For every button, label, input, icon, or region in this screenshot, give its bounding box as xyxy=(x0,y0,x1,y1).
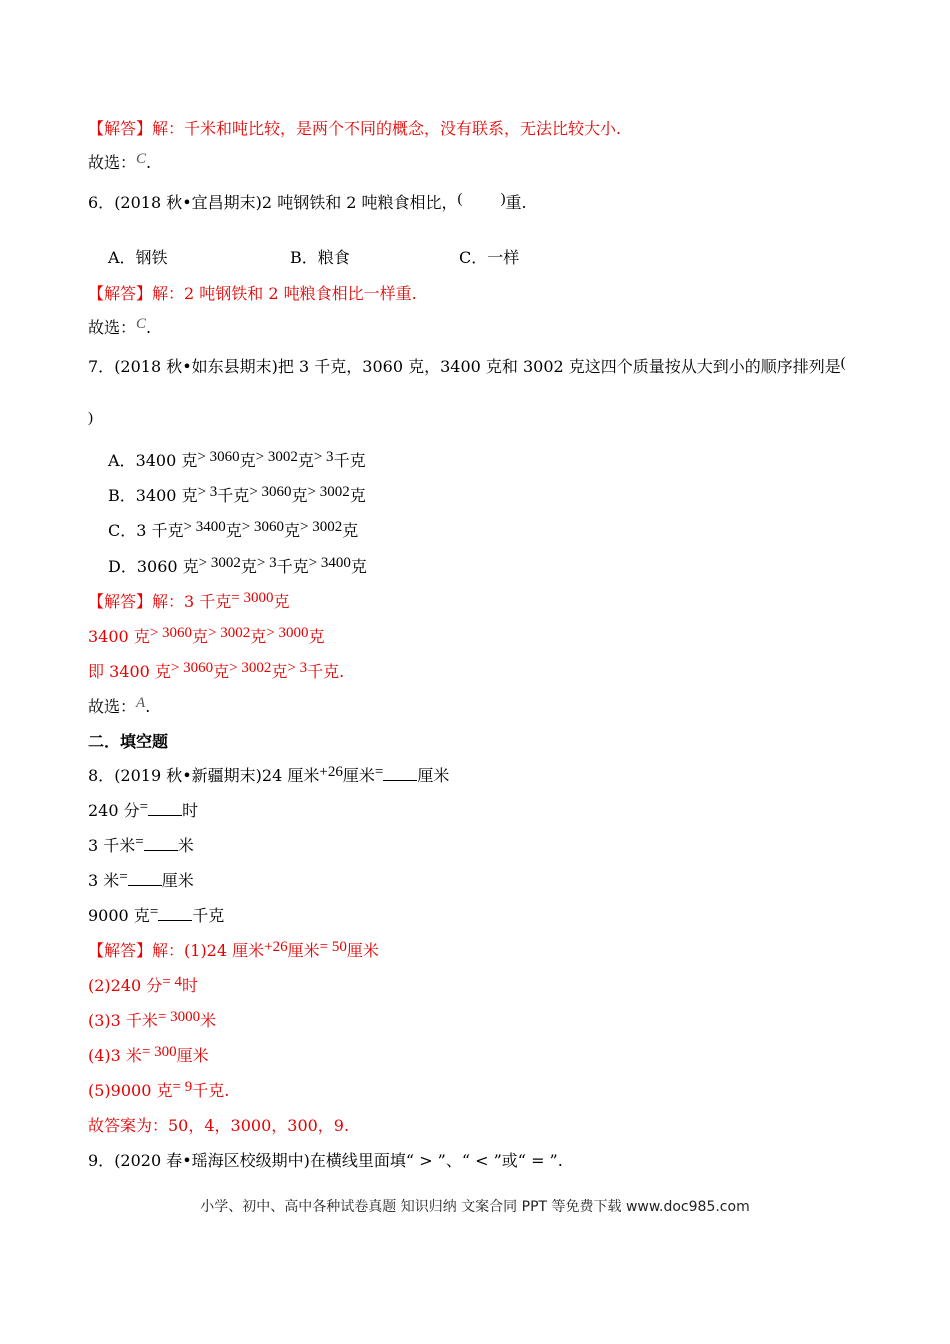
q8-answer-2 xyxy=(88,975,198,998)
choose-suffix: . xyxy=(145,697,151,716)
q8-answer-4 xyxy=(88,1045,209,1068)
question-source: (2018 秋•宜昌期末) xyxy=(114,193,262,212)
option-math: > 3 xyxy=(313,449,334,465)
answer-text: 解：2 吨钢铁和 2 吨粮食相比一样重. xyxy=(152,284,417,303)
question-number: 8． xyxy=(88,766,115,785)
q7-answer-line1 xyxy=(88,591,290,614)
section-title: 二．填空题 xyxy=(88,732,169,751)
option-math: > 3400 xyxy=(183,519,226,535)
q5-answer xyxy=(88,118,621,140)
answer-text: 解：3 千克 xyxy=(152,592,232,611)
q7-option-c xyxy=(108,520,358,543)
equals-sign: = xyxy=(374,764,384,780)
question-number: 6． xyxy=(88,193,115,212)
equals-sign: = xyxy=(149,904,159,920)
q7-stem xyxy=(88,356,846,379)
answer-math: > 3060 xyxy=(149,625,193,641)
q7-stem-end xyxy=(88,411,93,434)
option-part: 3060 克 xyxy=(136,557,199,576)
answer-blank[interactable] xyxy=(148,800,182,816)
row-unit: 千克 xyxy=(192,906,225,925)
choose-prefix: 故选： xyxy=(88,697,137,716)
option-math: > 3400 xyxy=(308,555,351,571)
q8-row-3 xyxy=(88,835,194,858)
row-unit: 时 xyxy=(182,801,199,820)
choose-value: A xyxy=(136,695,146,711)
q9-stem xyxy=(88,1150,563,1172)
answer-blank[interactable] xyxy=(383,765,417,781)
question-text: 2 吨钢铁和 2 吨粮食相比， xyxy=(261,193,458,212)
answer-math: +26 xyxy=(264,939,288,955)
question-number: 7． xyxy=(88,357,115,376)
option-math: > 3002 xyxy=(255,449,298,465)
option-part: 克 xyxy=(350,557,367,576)
q8-row-1 xyxy=(88,765,449,788)
answer-text: 克 xyxy=(273,592,290,611)
q7-choose xyxy=(88,696,150,719)
answer-text: (4)3 米 xyxy=(88,1046,142,1065)
answer-text: 解：千米和吨比较，是两个不同的概念，没有联系，无法比较大小. xyxy=(152,119,622,138)
option-math: > 3060 xyxy=(249,484,292,500)
option-letter: A． xyxy=(108,451,136,470)
answer-text: 克 xyxy=(213,662,230,681)
row-text: 3 米 xyxy=(88,871,120,890)
row-unit: 厘米 xyxy=(417,766,450,785)
q6-option-c: C．一样 xyxy=(459,248,520,267)
answer-text: 时 xyxy=(182,976,199,995)
option-letter: B． xyxy=(108,486,136,505)
paren-close: ) xyxy=(88,410,93,426)
q8-final-answer: 故答案为：50，4，3000，300，9. xyxy=(88,1116,350,1135)
answer-math: > 3002 xyxy=(208,625,251,641)
q7-option-b xyxy=(108,485,366,508)
question-number: 9． xyxy=(88,1151,115,1170)
equals-sign: = xyxy=(135,834,144,850)
footer-text: 小学、初中、高中各种试卷真题 知识归纳 文案合同 PPT 等免费下载 www.doc985.com xyxy=(200,1199,750,1215)
option-math: > 3060 xyxy=(241,519,284,535)
row-text: 240 分 xyxy=(88,801,140,820)
paren-close: ) xyxy=(500,191,506,207)
option-part: 克 xyxy=(297,451,314,470)
option-math: > 3002 xyxy=(198,555,241,571)
option-math: > 3002 xyxy=(300,519,343,535)
answer-text: 千克. xyxy=(192,1081,230,1100)
choose-prefix: 故选： xyxy=(88,318,137,337)
answer-text: 厘米 xyxy=(287,941,320,960)
option-math: > 3002 xyxy=(307,484,350,500)
question-source: (2019 秋•新疆期末) xyxy=(114,766,262,785)
question-source: (2020 春•瑶海区校级期中) xyxy=(114,1151,310,1170)
q8-answer-5 xyxy=(88,1080,229,1103)
row-text: 9000 克 xyxy=(88,906,150,925)
answer-label: 【解答】 xyxy=(88,941,153,960)
answer-text: 米 xyxy=(200,1011,217,1030)
answer-text: 克 xyxy=(308,627,325,646)
q8-row-2 xyxy=(88,800,198,823)
q6-stem xyxy=(88,192,527,215)
question-source: (2018 秋•如东县期末) xyxy=(114,357,278,376)
choose-value: C xyxy=(136,151,147,167)
option-part: 克 xyxy=(225,521,242,540)
q8-row-4 xyxy=(88,870,194,893)
row-unit: 米 xyxy=(177,836,194,855)
paren-open: ( xyxy=(457,191,463,207)
answer-text: 克 xyxy=(192,627,209,646)
q6-option-b: B．粮食 xyxy=(290,248,350,267)
row-text: 24 厘米 xyxy=(261,766,320,785)
choose-suffix: . xyxy=(146,318,152,337)
question-text-end: 重. xyxy=(505,193,527,212)
q8-row-5 xyxy=(88,905,224,928)
answer-blank[interactable] xyxy=(158,905,192,921)
answer-math: > 3060 xyxy=(170,660,214,676)
answer-text: (3)3 千米 xyxy=(88,1011,158,1030)
row-text: 3 千米 xyxy=(88,836,136,855)
question-text: 在横线里面填“ > ”、“ < ”或“ = ”. xyxy=(309,1151,563,1170)
choose-suffix: . xyxy=(146,153,152,172)
option-part: 克 xyxy=(291,486,308,505)
answer-math: > 3002 xyxy=(229,660,272,676)
q7-option-a xyxy=(108,450,366,473)
option-letter: D． xyxy=(108,557,137,576)
answer-text: 克 xyxy=(271,662,288,681)
answer-math: > 3000 xyxy=(266,625,309,641)
option-part: 克 xyxy=(342,521,359,540)
answer-math: = 3000 xyxy=(157,1009,201,1025)
equals-sign: = xyxy=(119,869,128,885)
option-part: 3400 克 xyxy=(135,486,198,505)
answer-math: = 3000 xyxy=(231,590,274,606)
answer-text: (2)240 分 xyxy=(88,976,163,995)
answer-blank[interactable] xyxy=(144,835,178,851)
row-text: 厘米 xyxy=(342,766,375,785)
answer-math: = 50 xyxy=(319,939,347,955)
q7-option-d xyxy=(108,556,367,579)
row-math: +26 xyxy=(319,764,343,780)
q7-answer-line3 xyxy=(88,661,344,684)
q6-option-a: A．钢铁 xyxy=(108,248,168,267)
answer-text: 厘米 xyxy=(176,1046,209,1065)
choose-prefix: 故选： xyxy=(88,153,137,172)
equals-sign: = xyxy=(139,799,149,815)
option-math: > 3 xyxy=(197,484,218,500)
answer-text: 解：(1)24 厘米 xyxy=(152,941,265,960)
question-text: 把 3 千克，3060 克，3400 克和 3002 克这四个质量按从大到小的顺序排列是 xyxy=(277,357,841,376)
q6-choose xyxy=(88,317,151,340)
answer-text: 千克. xyxy=(307,662,345,681)
answer-blank[interactable] xyxy=(128,870,162,886)
answer-math: = 300 xyxy=(141,1044,177,1060)
option-math: > 3 xyxy=(256,555,277,571)
option-part: 千克 xyxy=(333,451,366,470)
option-part: 千克 xyxy=(217,486,250,505)
option-letter: C． xyxy=(108,521,137,540)
answer-text: 克 xyxy=(250,627,267,646)
answer-label: 【解答】 xyxy=(88,119,153,138)
row-unit: 厘米 xyxy=(161,871,194,890)
answer-math: = 9 xyxy=(172,1079,193,1095)
paren-open: ( xyxy=(840,355,846,371)
option-part: 克 xyxy=(349,486,366,505)
answer-label: 【解答】 xyxy=(88,592,153,611)
option-part: 克 xyxy=(283,521,300,540)
q8-answer-1 xyxy=(88,940,379,963)
choose-value: C xyxy=(136,316,147,332)
answer-text: 厘米 xyxy=(346,941,379,960)
q8-answer-3 xyxy=(88,1010,216,1033)
option-part: 克 xyxy=(240,557,257,576)
option-math: > 3060 xyxy=(197,449,240,465)
option-part: 3 千克 xyxy=(136,521,184,540)
answer-math: = 4 xyxy=(162,974,183,990)
q6-answer xyxy=(88,283,417,305)
q7-answer-line2 xyxy=(88,626,325,649)
q5-choose xyxy=(88,152,151,175)
answer-text: 3400 克 xyxy=(88,627,150,646)
answer-math: > 3 xyxy=(287,660,308,676)
option-part: 3400 克 xyxy=(135,451,198,470)
answer-text: 即 3400 克 xyxy=(88,662,171,681)
option-part: 克 xyxy=(239,451,256,470)
answer-text: (5)9000 克 xyxy=(88,1081,173,1100)
option-part: 千克 xyxy=(276,557,309,576)
answer-label: 【解答】 xyxy=(88,284,153,303)
